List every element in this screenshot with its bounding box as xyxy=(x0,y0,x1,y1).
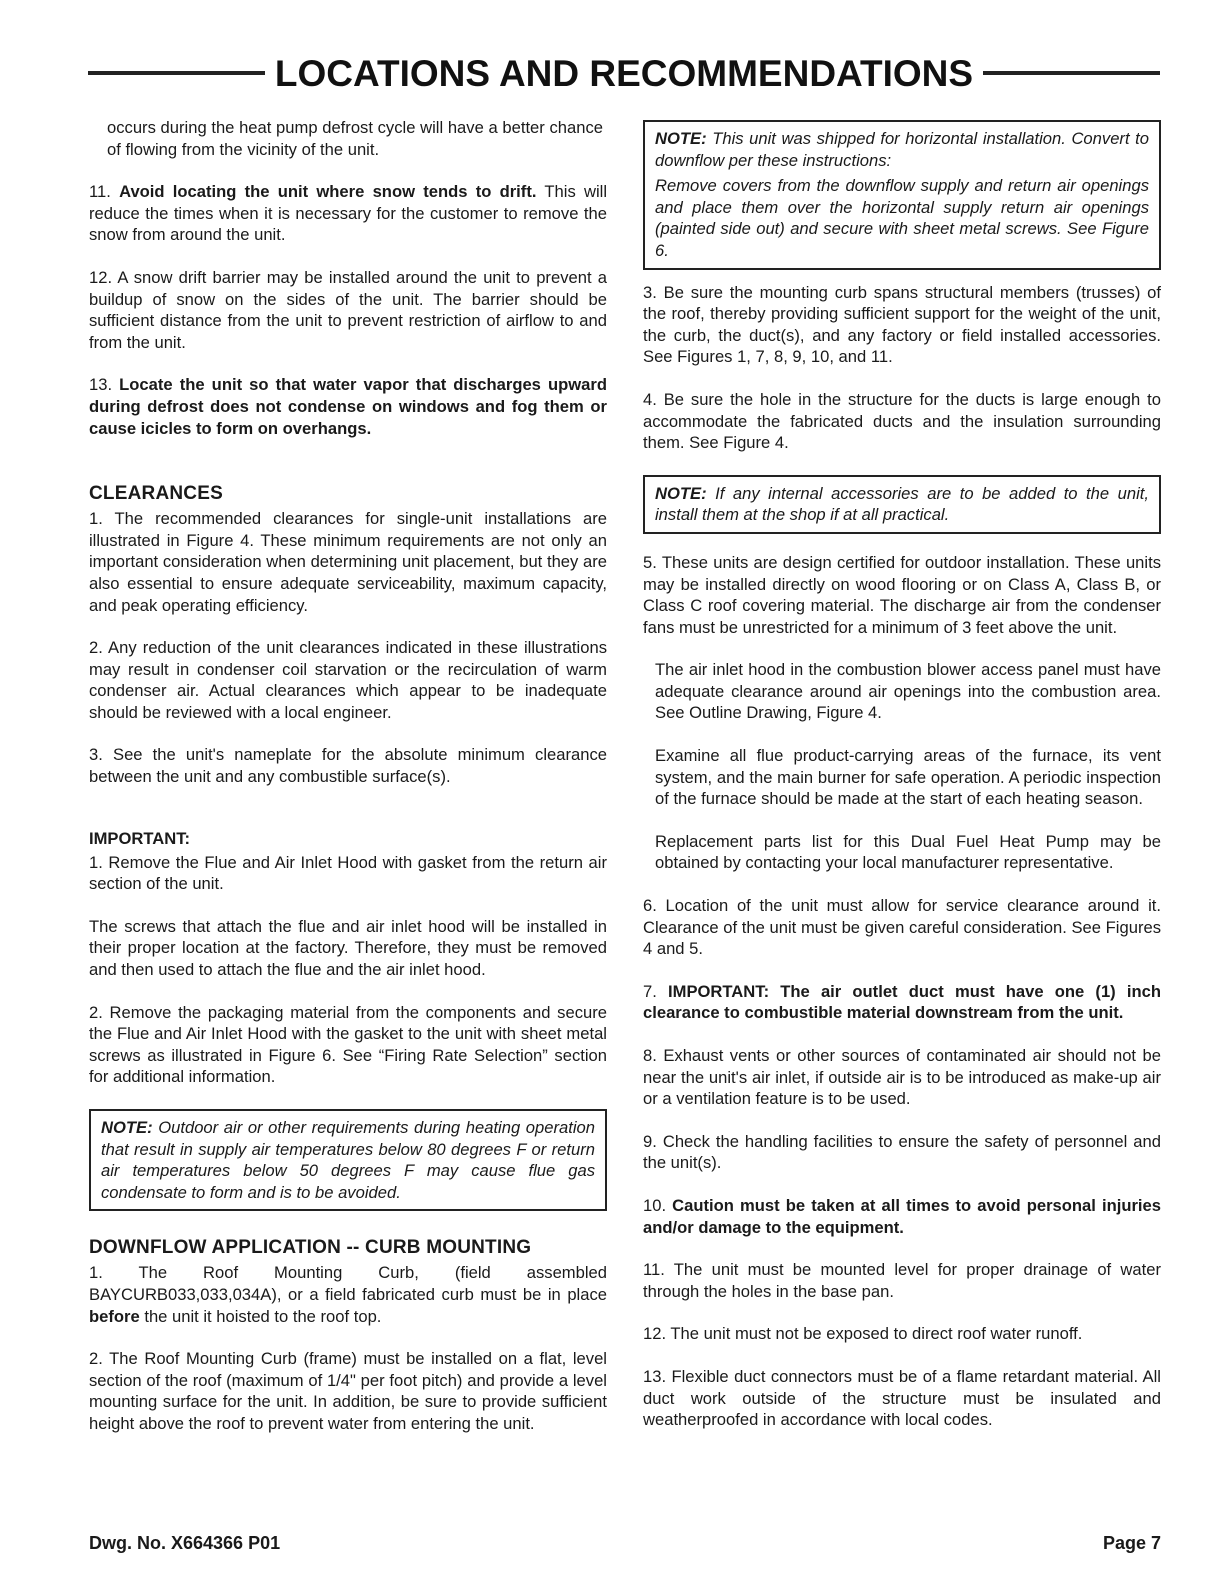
step-11: 11. The unit must be mounted level for proper drainage of water through the holes in the base pan. xyxy=(643,1260,1161,1301)
step-6: 6. Location of the unit must allow for service clearance around it. Clearance of the unit must be given careful consideration. See Figures 4 and 5. xyxy=(643,896,1161,959)
note-label: NOTE: xyxy=(655,129,707,148)
step-7-bold: IMPORTANT: The air outlet duct must have one (1) inch clearance to combustible material downstream from the unit. xyxy=(643,981,1161,1023)
item-11-bold: Avoid locating the unit where snow tends to drift. xyxy=(119,182,537,202)
downflow-1-text-end: the unit it hoisted to the roof top. xyxy=(139,1306,382,1326)
step-8: 8. Exhaust vents or other sources of contaminated air should not be near the unit's air inlet, if outside air is to be introduced as make-up air or a ventilation feature is to be used. xyxy=(643,1046,1161,1109)
item-11 xyxy=(89,181,607,246)
note-horizontal-instructions: Remove covers from the downflow supply and return air openings and place them over the horizontal supply return air openings (painted side out) and secure with sheet metal screws. See Figure 6. xyxy=(655,176,1149,260)
step-5-flue: Examine all flue product-carrying areas of the furnace, its vent system, and the main burner for safe operation. A periodic inspection of the furnace should be made at the start of each heating season. xyxy=(655,746,1161,809)
note-horizontal xyxy=(655,128,1149,171)
right-column xyxy=(643,117,1161,1452)
step-10-bold: Caution must be taken at all times to avoid personal injuries and/or damage to the equipment. xyxy=(643,1195,1161,1237)
item-number: 10. xyxy=(643,1195,673,1215)
downflow-1-bold: before xyxy=(89,1306,140,1326)
page-footer xyxy=(89,1533,1161,1554)
step-13: 13. Flexible duct connectors must be of a flame retardant material. All duct work outside of the structure must be insulated and weatherproofed in accordance with local codes. xyxy=(643,1366,1161,1430)
header-rule-right xyxy=(983,71,1160,75)
downflow-1-line-1: 1. The Roof Mounting Curb, (field assembled xyxy=(89,1263,607,1283)
step-5-air-inlet: The air inlet hood in the combustion blower access panel must have adequate clearance around air openings into the combustion area. See Outline Drawing, Figure 4. xyxy=(655,660,1161,723)
item-13-bold: Locate the unit so that water vapor that discharges upward during defrost does not condense on windows and fog them or cause icicles to form on overhangs. xyxy=(89,375,607,438)
clearance-2: 2. Any reduction of the unit clearances indicated in these illustrations may result in condenser coil starvation or the recirculation of warm condenser air. Actual clearances which appear to be inadequate should be reviewed with a local engineer. xyxy=(89,638,607,722)
note-text: If any internal accessories are to be added to the unit, install them at the shop if at all practical. xyxy=(655,483,1149,525)
page-title: LOCATIONS AND RECOMMENDATIONS xyxy=(274,52,974,94)
step-5-parts: Replacement parts list for this Dual Fuel Heat Pump may be obtained by contacting your local manufacturer representative. xyxy=(655,831,1161,873)
note-label: NOTE: xyxy=(101,1118,153,1137)
note-box-horizontal xyxy=(643,120,1161,270)
downflow-heading: DOWNFLOW APPLICATION -- CURB MOUNTING xyxy=(89,1237,532,1259)
note-condensate xyxy=(101,1117,595,1203)
item-number: 7. xyxy=(643,981,669,1001)
note-text: This unit was shipped for horizontal installation. Convert to downflow per these instructions: xyxy=(655,129,1149,170)
step-3: 3. Be sure the mounting curb spans structural members (trusses) of the roof, thereby providing sufficient support for the weight of the unit, the curb, the duct(s), and any factory or field installed accessories. See Figures 1, 7, 8, 9, 10, and 11. xyxy=(643,282,1161,367)
item-12: 12. A snow drift barrier may be installed around the unit to prevent a buildup of snow on the sides of the unit. The barrier should be sufficient distance from the unit to prevent restriction of airflow to and from the unit. xyxy=(89,267,607,352)
step-10 xyxy=(643,1195,1161,1238)
item-13 xyxy=(89,374,607,439)
clearances-heading: CLEARANCES xyxy=(89,483,223,505)
important-screws: The screws that attach the flue and air inlet hood will be installed in their proper location at the factory. Therefore, they must be removed and then used to attach the flue and the air inlet hood. xyxy=(89,916,607,980)
item-11-text: This will reduce the times when it is necessary for the customer to remove the snow from around the unit. xyxy=(89,182,608,245)
step-5: 5. These units are design certified for outdoor installation. These units may be installed directly on wood flooring or on Class A, Class B, or Class C roof covering material. The discharge air from the condenser fans must be unrestricted for a minimum of 3 feet above the unit. xyxy=(643,552,1161,637)
header-rule-left xyxy=(88,71,265,75)
page-number: Page 7 xyxy=(1102,1533,1161,1553)
important-2: 2. Remove the packaging material from the components and secure the Flue and Air Inlet Hood with the gasket to the unit with sheet metal screws as illustrated in Figure 6. See “Firing Rate Selection” section for additional information. xyxy=(89,1002,607,1087)
step-4: 4. Be sure the hole in the structure for the ducts is large enough to accommodate the fabricated ducts and the insulation surrounding them. See Figure 4. xyxy=(643,389,1161,453)
important-1: 1. Remove the Flue and Air Inlet Hood with gasket from the return air section of the unit. xyxy=(89,852,607,894)
downflow-1-text: BAYCURB033,033,034A), or a field fabricated curb must be in place xyxy=(89,1284,607,1304)
note-text: Outdoor air or other requirements during heating operation that result in supply air temperatures below 80 degrees F or return air temperatures below 50 degrees F may cause flue gas condensate to form and is to be avoided. xyxy=(101,1118,595,1202)
downflow-2: 2. The Roof Mounting Curb (frame) must be installed on a flat, level section of the roof (maximum of 1/4" per foot pitch) and provide a level mounting surface for the unit. In addition, be sure to provide sufficient height above the roof to prevent water from entering the unit. xyxy=(89,1349,607,1433)
page-header xyxy=(88,50,1160,96)
note-accessories xyxy=(655,483,1149,526)
important-heading: IMPORTANT: xyxy=(89,828,191,848)
clearance-1: 1. The recommended clearances for single-unit installations are illustrated in Figure 4. These minimum requirements are not only an important consideration when determining unit placement, but they are also essential to ensure adequate serviceability, maximum capacity, and peak operating efficiency. xyxy=(89,509,607,615)
downflow-1 xyxy=(89,1262,607,1327)
clearance-3: 3. See the unit's nameplate for the absolute minimum clearance between the unit and any combustible surface(s). xyxy=(89,745,607,787)
note-label: NOTE: xyxy=(655,483,707,503)
step-7 xyxy=(643,981,1161,1024)
step-12: 12. The unit must not be exposed to direct roof water runoff. xyxy=(643,1324,1083,1344)
note-box-condensate xyxy=(89,1109,607,1211)
left-column xyxy=(89,117,607,1456)
drawing-number: Dwg. No. X664366 P01 xyxy=(89,1533,281,1553)
item-number: 13. xyxy=(89,375,120,395)
item-number: 11. xyxy=(89,182,120,202)
paragraph-continued: occurs during the heat pump defrost cycle will have a better chance of flowing from the vicinity of the unit. xyxy=(107,118,603,159)
note-box-accessories xyxy=(643,475,1161,534)
step-9: 9. Check the handling facilities to ensure the safety of personnel and the unit(s). xyxy=(643,1131,1161,1173)
